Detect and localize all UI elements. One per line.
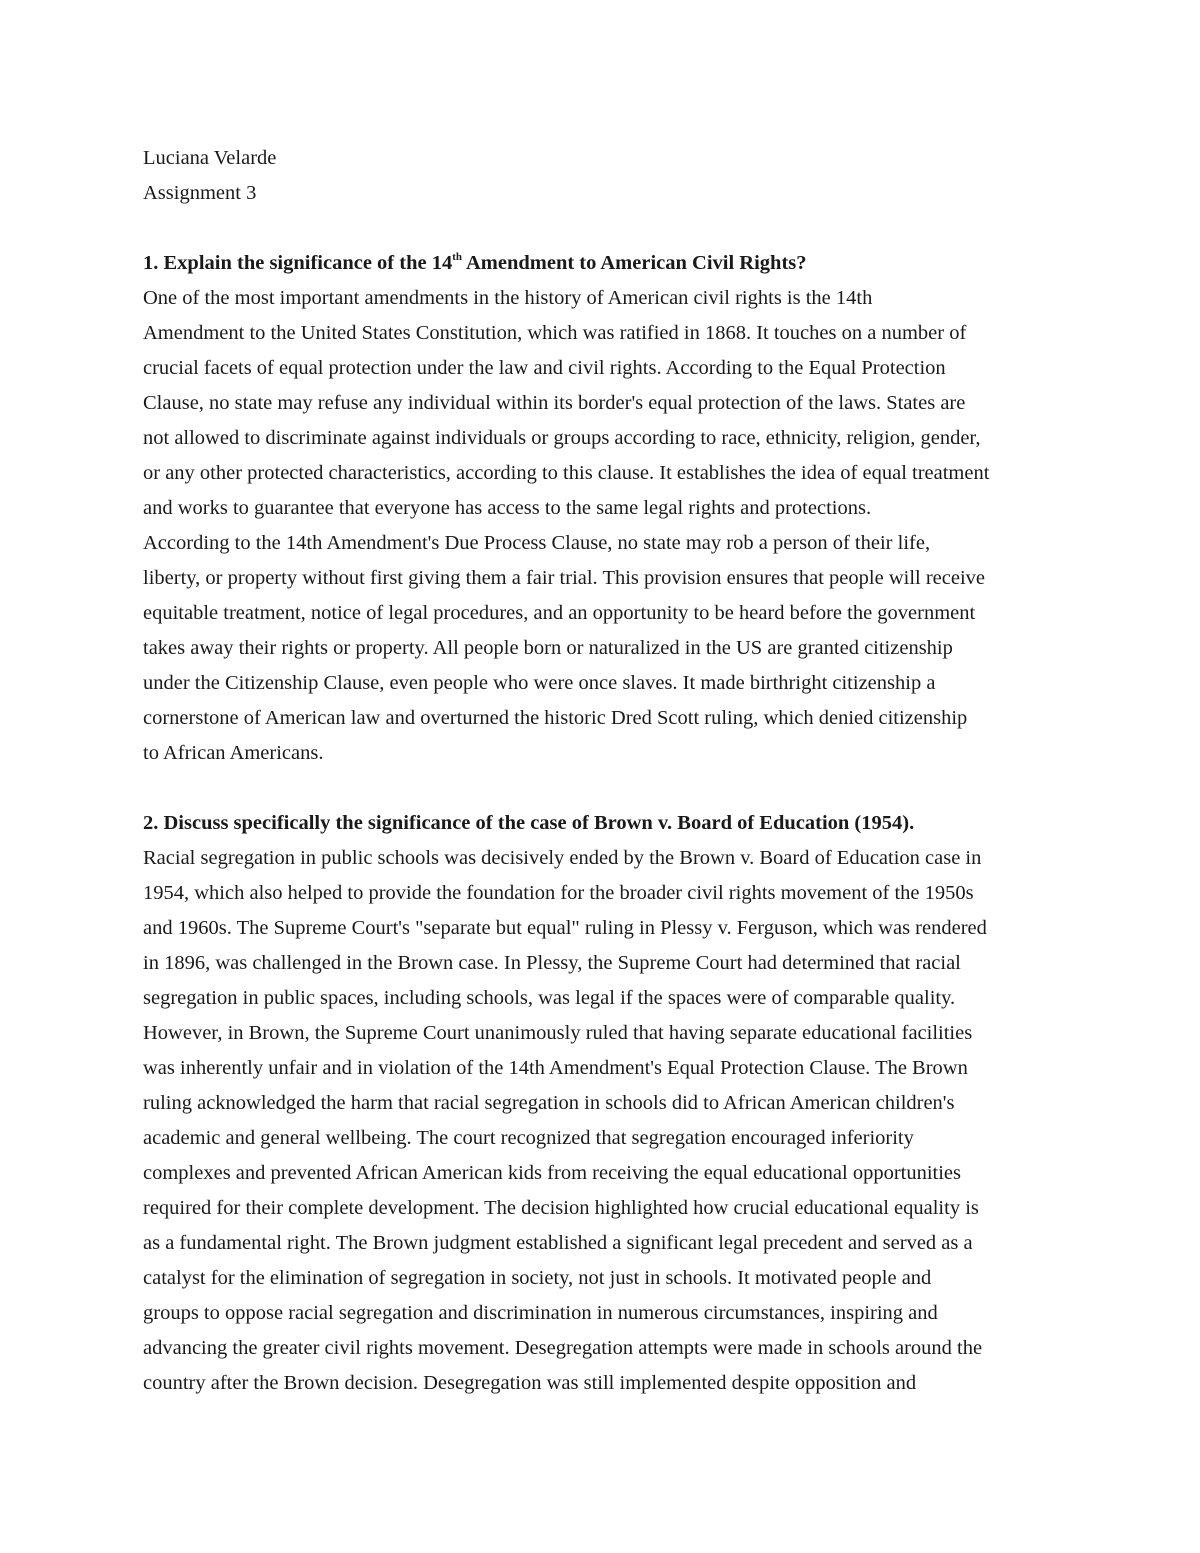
- spacer: [143, 771, 1055, 806]
- answer-1-line: equitable treatment, notice of legal procedures, and an opportunity to be heard before the government: [143, 602, 976, 624]
- answer-2-line: country after the Brown decision. Desegregation was still implemented despite opposition and: [143, 1372, 917, 1394]
- answer-1-line: to African Americans.: [143, 742, 324, 764]
- answer-2-line: was inherently unfair and in violation of the 14th Amendment's Equal Protection Clause. The Brown: [143, 1057, 968, 1079]
- answer-2-line: However, in Brown, the Supreme Court unanimously ruled that having separate educational facilities: [143, 1022, 973, 1044]
- answer-2-line: Racial segregation in public schools was decisively ended by the Brown v. Board of Education case in: [143, 847, 982, 869]
- answer-2-line: in 1896, was challenged in the Brown case. In Plessy, the Supreme Court had determined that racial: [143, 952, 961, 974]
- answer-2-line: advancing the greater civil rights movement. Desegregation attempts were made in schools around the: [143, 1337, 983, 1359]
- answer-1-line: cornerstone of American law and overturned the historic Dred Scott ruling, which denied citizenship: [143, 707, 968, 729]
- question-1-heading-text-end: Amendment to American Civil Rights?: [462, 252, 807, 274]
- answer-1-line: takes away their rights or property. All people born or naturalized in the US are granted citizenship: [143, 637, 953, 659]
- answer-2-line: groups to oppose racial segregation and discrimination in numerous circumstances, inspiring and: [143, 1302, 938, 1324]
- document-page: [143, 141, 1055, 1401]
- author-name: Luciana Velarde: [143, 147, 277, 169]
- question-1-heading: [143, 246, 1055, 281]
- answer-1-line: and works to guarantee that everyone has access to the same legal rights and protections.: [143, 497, 872, 519]
- answer-2-line: academic and general wellbeing. The court recognized that segregation encouraged inferiority: [143, 1127, 914, 1149]
- answer-1-line: Clause, no state may refuse any individual within its border's equal protection of the laws. States are: [143, 392, 966, 414]
- answer-2-line: 1954, which also helped to provide the foundation for the broader civil rights movement of the 1950s: [143, 882, 974, 904]
- answer-1-line: Amendment to the United States Constitution, which was ratified in 1868. It touches on a number of: [143, 322, 967, 344]
- answer-1-line: not allowed to discriminate against individuals or groups according to race, ethnicity, religion, gender,: [143, 427, 981, 449]
- answer-1-line: liberty, or property without first giving them a fair trial. This provision ensures that people will receive: [143, 567, 986, 589]
- answer-1-line: According to the 14th Amendment's Due Process Clause, no state may rob a person of their life,: [143, 532, 931, 554]
- answer-1-line: crucial facets of equal protection under the law and civil rights. According to the Equal Protection: [143, 357, 946, 379]
- answer-2-line: and 1960s. The Supreme Court's "separate but equal" ruling in Plessy v. Ferguson, which was rendered: [143, 917, 987, 939]
- answer-2-line: catalyst for the elimination of segregation in society, not just in schools. It motivated people and: [143, 1267, 932, 1289]
- answer-2-line: segregation in public spaces, including schools, was legal if the spaces were of comparable quality.: [143, 987, 956, 1009]
- spacer: [143, 211, 1055, 246]
- answer-1-line: or any other protected characteristics, according to this clause. It establishes the idea of equal treatment: [143, 462, 990, 484]
- answer-2-line: complexes and prevented African American kids from receiving the equal educational opportunities: [143, 1162, 962, 1184]
- answer-2-line: ruling acknowledged the harm that racial segregation in schools did to African American children's: [143, 1092, 955, 1114]
- question-2-heading: 2. Discuss specifically the significance of the case of Brown v. Board of Education (1954).: [143, 812, 915, 834]
- answer-1-line: One of the most important amendments in the history of American civil rights is the 14th: [143, 287, 873, 309]
- answer-2-line: required for their complete development. The decision highlighted how crucial educational equality is: [143, 1197, 979, 1219]
- question-1-heading-superscript: th: [452, 251, 462, 264]
- answer-2-line: as a fundamental right. The Brown judgment established a significant legal precedent and served as a: [143, 1232, 973, 1254]
- answer-1-line: under the Citizenship Clause, even people who were once slaves. It made birthright citizenship a: [143, 672, 936, 694]
- question-1-heading-text: 1. Explain the significance of the 14: [143, 252, 453, 274]
- assignment-title: Assignment 3: [143, 182, 257, 204]
